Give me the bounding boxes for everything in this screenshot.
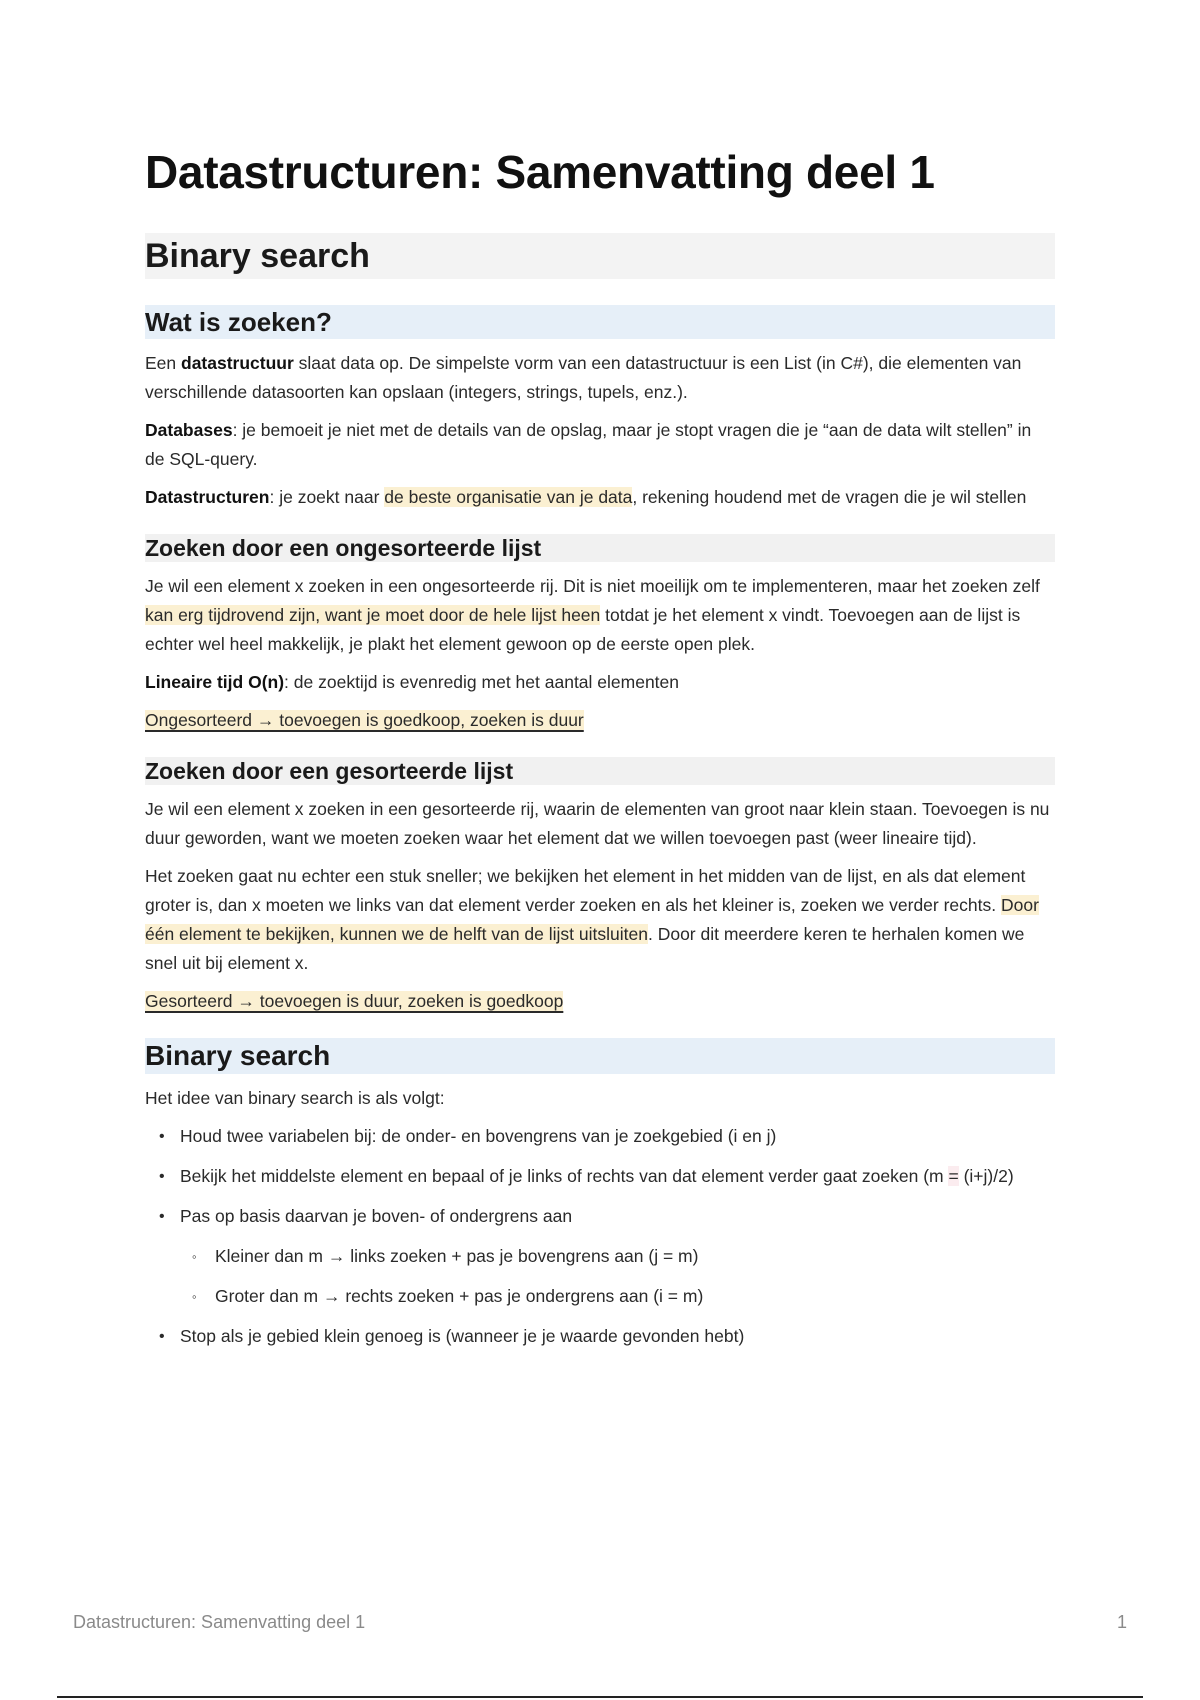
paragraph-gesorteerd-1: Je wil een element x zoeken in een gesorteerde rij, waarin de elementen van groot naar klein staan. Toevoegen is nu duur geworden, want we moeten zoeken waar het element dat we willen toevoegen past (weer lineaire tijd). — [145, 799, 1050, 848]
bullet-icon: • — [159, 1128, 165, 1145]
paragraph-datastructuren: Datastructuren: je zoekt naar de beste organisatie van je data, rekening houdend met de vragen die je wil stellen — [145, 487, 1027, 507]
list-item: • Houd twee variabelen bij: de onder- en bovengrens van je zoekgebied (i en j) — [145, 1122, 1055, 1151]
circle-bullet-icon: ◦ — [192, 1249, 197, 1264]
footer-title: Datastructuren: Samenvatting deel 1 — [73, 1612, 366, 1632]
list-item: • Pas op basis daarvan je boven- of ondergrens aan ◦ Kleiner dan m → links zoeken + pas je bovengrens aan (j = m) ◦ Groter dan m → rechts zoeken + pas je ondergrens aan (i = m) — [145, 1202, 1055, 1311]
section-heading: Binary search — [145, 233, 1055, 279]
paragraph-gesorteerd-2: Het zoeken gaat nu echter een stuk sneller; we bekijken het element in het midden van de lijst, en als dat element groter is, dan x moeten we links van dat element verder zoeken en als het kleiner is, zoeken we verder rechts. Door één element te bekijken, kunnen we de helft van de lijst uitsluiten. Door dit meerdere keren te herhalen komen we snel uit bij element x. — [145, 866, 1039, 973]
paragraph-lineaire-tijd: Lineaire tijd O(n): de zoektijd is evenredig met het aantal elementen — [145, 672, 680, 692]
sub-list-item: ◦ Kleiner dan m → links zoeken + pas je bovengrens aan (j = m) — [180, 1242, 1055, 1271]
bullet-icon: • — [159, 1328, 165, 1345]
heading-gesorteerde-lijst: Zoeken door een gesorteerde lijst — [145, 757, 1055, 785]
heading-ongesorteerde-lijst: Zoeken door een ongesorteerde lijst — [145, 534, 1055, 562]
list-item: • Bekijk het middelste element en bepaal of je links of rechts van dat element verder gaat zoeken (m = (i+j)/2) — [145, 1162, 1055, 1191]
summary-gesorteerd: Gesorteerd → toevoegen is duur, zoeken is goedkoop — [145, 991, 564, 1011]
highlight: kan erg tijdrovend zijn, want je moet door de hele lijst heen — [145, 605, 601, 625]
sub-list — [180, 1242, 1055, 1311]
document-title: Datastructuren: Samenvatting deel 1 — [145, 146, 935, 198]
binary-search-steps — [145, 1122, 1055, 1351]
page-number: 1 — [1116, 1612, 1127, 1632]
highlight: Door één element te bekijken, kunnen we de helft van de lijst uitsluiten — [145, 895, 1039, 944]
document-page — [145, 145, 1055, 1362]
paragraph-databases: Databases: je bemoeit je niet met de details van de opslag, maar je stopt vragen die je “aan de data wilt stellen” in de SQL-query. — [145, 420, 1032, 469]
bullet-icon: • — [159, 1208, 165, 1225]
list-item: • Stop als je gebied klein genoeg is (wanneer je je waarde gevonden hebt) — [145, 1322, 1055, 1351]
paragraph-datastructuur: Een datastructuur slaat data op. De simpelste vorm van een datastructuur is een List (in C#), die elementen van verschillende datasoorten kan opslaan (integers, strings, tupels, enz.). — [145, 353, 1022, 402]
paragraph-binary-intro: Het idee van binary search is als volgt: — [145, 1088, 445, 1108]
heading-binary-search: Binary search — [145, 1038, 1055, 1074]
page-bottom-rule — [57, 1696, 1143, 1698]
bullet-icon: • — [159, 1168, 165, 1185]
circle-bullet-icon: ◦ — [192, 1289, 197, 1304]
summary-ongesorteerd: Ongesorteerd → toevoegen is goedkoop, zoeken is duur — [145, 710, 584, 730]
highlight: de beste organisatie van je data — [384, 487, 633, 507]
sub-list-item: ◦ Groter dan m → rechts zoeken + pas je ondergrens aan (i = m) — [180, 1282, 1055, 1311]
paragraph-ongesorteerd: Je wil een element x zoeken in een ongesorteerde rij. Dit is niet moeilijk om te implementeren, maar het zoeken zelf kan erg tijdrovend zijn, want je moet door de hele lijst heen totdat je het element x vindt. Toevoegen aan de lijst is echter wel heel makkelijk, je plakt het element gewoon op de eerste open plek. — [145, 576, 1040, 654]
heading-wat-is-zoeken: Wat is zoeken? — [145, 305, 1055, 339]
